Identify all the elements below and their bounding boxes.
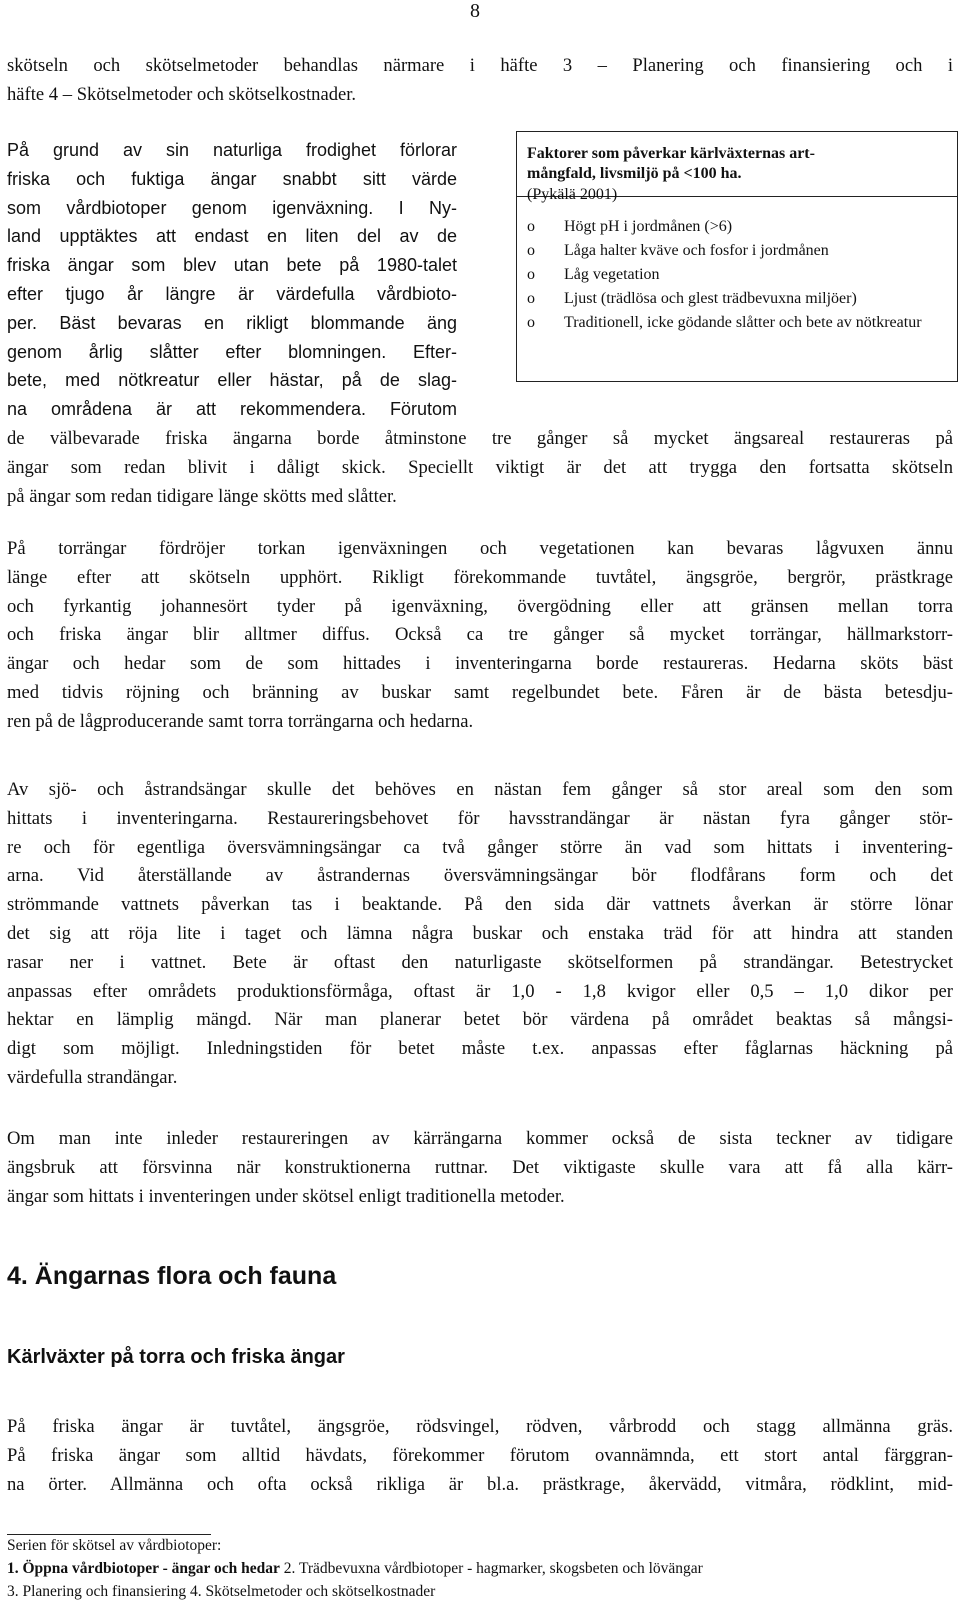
list-item bbox=[527, 287, 947, 311]
list-item bbox=[527, 239, 947, 263]
text-line: värdefulla strandängar. bbox=[7, 1066, 178, 1088]
bullet-icon: o bbox=[527, 266, 535, 283]
footer-line bbox=[7, 1580, 953, 1603]
footer-volume: 3. Planering och finansiering bbox=[7, 1583, 187, 1600]
text-line: länge efter att skötseln upphört. Rikligt förekommande tuvtåtel, ängsgröe, bergrör, prästkrage bbox=[7, 566, 953, 588]
list-item bbox=[527, 215, 947, 239]
subsection-heading: Kärlväxter på torra och friska ängar bbox=[7, 1346, 345, 1368]
text-line: ängar och hedar som de som hittades i inventeringarna borde restaureras. Hedarna sköts bäst bbox=[7, 653, 953, 675]
footer-line bbox=[7, 1557, 953, 1580]
text-line: friska och fuktiga ängar snabbt sitt värde bbox=[7, 168, 457, 189]
section-heading: 4. Ängarnas flora och fauna bbox=[7, 1262, 337, 1290]
paragraph-continuation bbox=[7, 425, 953, 511]
text-line: På friska ängar är tuvtåtel, ängsgröe, rödsvingel, rödven, vårbrodd och stagg allmänna gräs. bbox=[7, 1416, 953, 1437]
text-line: bete, med nötkreatur eller hästar, på de slag- bbox=[7, 370, 457, 391]
bullet-icon: o bbox=[527, 290, 535, 307]
text-line: land upptäktes att endast en liten del av de bbox=[7, 226, 457, 247]
wrapped-paragraph bbox=[7, 136, 457, 424]
text-line: ängar som redan blivit i dåligt skick. Speciellt viktigt är det att trygga den fortsatta skötseln bbox=[7, 456, 953, 478]
text-line: rasar ner i vattnet. Bete är oftast den naturligaste skötselformen på strandängar. Betestrycket bbox=[7, 951, 953, 973]
text-line: skötseln och skötselmetoder behandlas närmare i häfte 3 – Planering och finansiering och i bbox=[7, 55, 953, 76]
text-line: per. Bäst bevaras en rikligt blommande äng bbox=[7, 312, 457, 333]
text-line: hektar en lämplig mängd. När man planerar betet bör värdena på området beaktas så mångsi- bbox=[7, 1009, 953, 1031]
list-item bbox=[527, 311, 947, 335]
text-line: Om man inte inleder restaureringen av kärrängarna kommer också de sista teckner av tidigare bbox=[7, 1128, 953, 1149]
list-item bbox=[527, 263, 947, 287]
text-line: och friska ängar blir alltmer diffus. Också ca tre gånger så mycket torrängar, hällmarkstorr- bbox=[7, 624, 953, 646]
bullet-icon: o bbox=[527, 218, 535, 235]
intro-paragraph bbox=[7, 52, 953, 110]
text-line: hittats i inventeringarna. Restaureringsbehovet för havsstrandängar är nästan fyra gånger stör- bbox=[7, 807, 953, 829]
text-line: på ängar som redan tidigare länge skötts med slåtter. bbox=[7, 485, 397, 507]
list-item-text: Låg vegetation bbox=[564, 266, 660, 283]
paragraph-strandangar bbox=[7, 776, 953, 1093]
list-item-text: Ljust (trädlösa och glest trädbevuxna miljöer) bbox=[564, 290, 857, 307]
text-line: friska ängar som blev utan bete på 1980-talet bbox=[7, 255, 457, 276]
text-line: med tidvis röjning och bränning av buskar samt regelbundet bete. Fåren är de bästa betesdju- bbox=[7, 681, 953, 703]
text-line: genom årlig slåtter efter blomningen. Efter- bbox=[7, 341, 457, 362]
text-line: som vårdbiotoper genom igenväxning. I Ny- bbox=[7, 197, 457, 218]
text-line: På torrängar fördröjer torkan igenväxningen och vegetationen kan bevaras lågvuxen ännu bbox=[7, 538, 953, 559]
text-line: ren på de lågproducerande samt torra torrängarna och hedarna. bbox=[7, 710, 474, 732]
text-line: På friska ängar som alltid hävdats, förekommer förutom ovannämnda, ett stort antal färggran- bbox=[7, 1444, 953, 1466]
bullet-icon: o bbox=[527, 314, 535, 331]
list-item-text: Låga halter kväve och fosfor i jordmånen bbox=[564, 242, 829, 259]
paragraph-karrangar bbox=[7, 1125, 953, 1211]
footer-volume: 4. Skötselmetoder och skötselkostnader bbox=[186, 1583, 436, 1600]
footer bbox=[7, 1534, 953, 1603]
footer-current-volume: 1. Öppna vårdbiotoper - ängar och hedar bbox=[7, 1560, 280, 1577]
text-line: och fyrkantig johannesört tyder på igenväxning, övergödning eller att gränsen mellan torra bbox=[7, 595, 953, 617]
list-item-text: Traditionell, icke gödande slåtter och bete av nötkreatur bbox=[564, 314, 922, 331]
text-line: Av sjö- och åstrandsängar skulle det behöves en nästan fem gånger så stor areal som den som bbox=[7, 779, 953, 800]
factbox-list bbox=[517, 197, 957, 335]
footer-volume: 2. Trädbevuxna vårdbiotoper - hagmarker, skogsbeten och lövängar bbox=[279, 1560, 703, 1577]
factbox-header bbox=[517, 132, 957, 203]
factbox bbox=[516, 131, 958, 382]
text-line: det sig att röja lite i taget och lämna några buskar och enstaka träd för att hindra att standen bbox=[7, 922, 953, 944]
text-line: arna. Vid återställande av åstrandernas översvämningsängar bör flodfårans form och det bbox=[7, 865, 953, 887]
text-line: strömmande vattnets påverkan tas i beaktande. På den sida där vattnets åverkan är större lönar bbox=[7, 894, 953, 916]
factbox-title: Faktorer som påverkar kärlväxternas art- bbox=[527, 145, 815, 162]
text-line: På grund av sin naturliga frodighet förlorar bbox=[7, 140, 457, 160]
text-line: häfte 4 – Skötselmetoder och skötselkostnader. bbox=[7, 83, 357, 105]
text-line: na örter. Allmänna och ofta också rikliga är bl.a. prästkrage, åkervädd, vitmåra, rödklint, mid- bbox=[7, 1473, 953, 1495]
page-number: 8 bbox=[470, 0, 480, 22]
bullet-icon: o bbox=[527, 242, 535, 259]
text-line: anpassas efter områdets produktionsförmåga, oftast är 1,0 - 1,8 kvigor eller 0,5 – 1,0 dikor per bbox=[7, 980, 953, 1002]
text-line: ängar som hittats i inventeringen under skötsel enligt traditionella metoder. bbox=[7, 1185, 565, 1207]
list-item-text: Högt pH i jordmånen (>6) bbox=[564, 218, 733, 235]
factbox-title: mångfald, livsmiljö på <100 ha. bbox=[527, 165, 742, 182]
text-line: ängsbruk att försvinna när konstruktionerna ruttnar. Det viktigaste skulle vara att få alla kärr- bbox=[7, 1156, 953, 1178]
text-line: na områdena är att rekommendera. Förutom bbox=[7, 399, 457, 420]
paragraph-torrangar bbox=[7, 535, 953, 737]
text-line: re och för egentliga översvämningsängar ca två gånger större än vad som hittats i inventering- bbox=[7, 836, 953, 858]
paragraph-flora bbox=[7, 1413, 953, 1499]
text-line: digt som möjligt. Inledningstiden för betet måste t.ex. anpassas efter fåglarnas häckning på bbox=[7, 1038, 953, 1060]
factbox-source: (Pykälä 2001) bbox=[527, 186, 618, 203]
text-line: efter tjugo år längre är värdefulla vårdbioto- bbox=[7, 283, 457, 304]
footer-series-label: Serien för skötsel av vårdbiotoper: bbox=[7, 1537, 222, 1554]
text-line: de välbevarade friska ängarna borde åtminstone tre gånger så mycket ängsareal restaureras på bbox=[7, 428, 953, 449]
